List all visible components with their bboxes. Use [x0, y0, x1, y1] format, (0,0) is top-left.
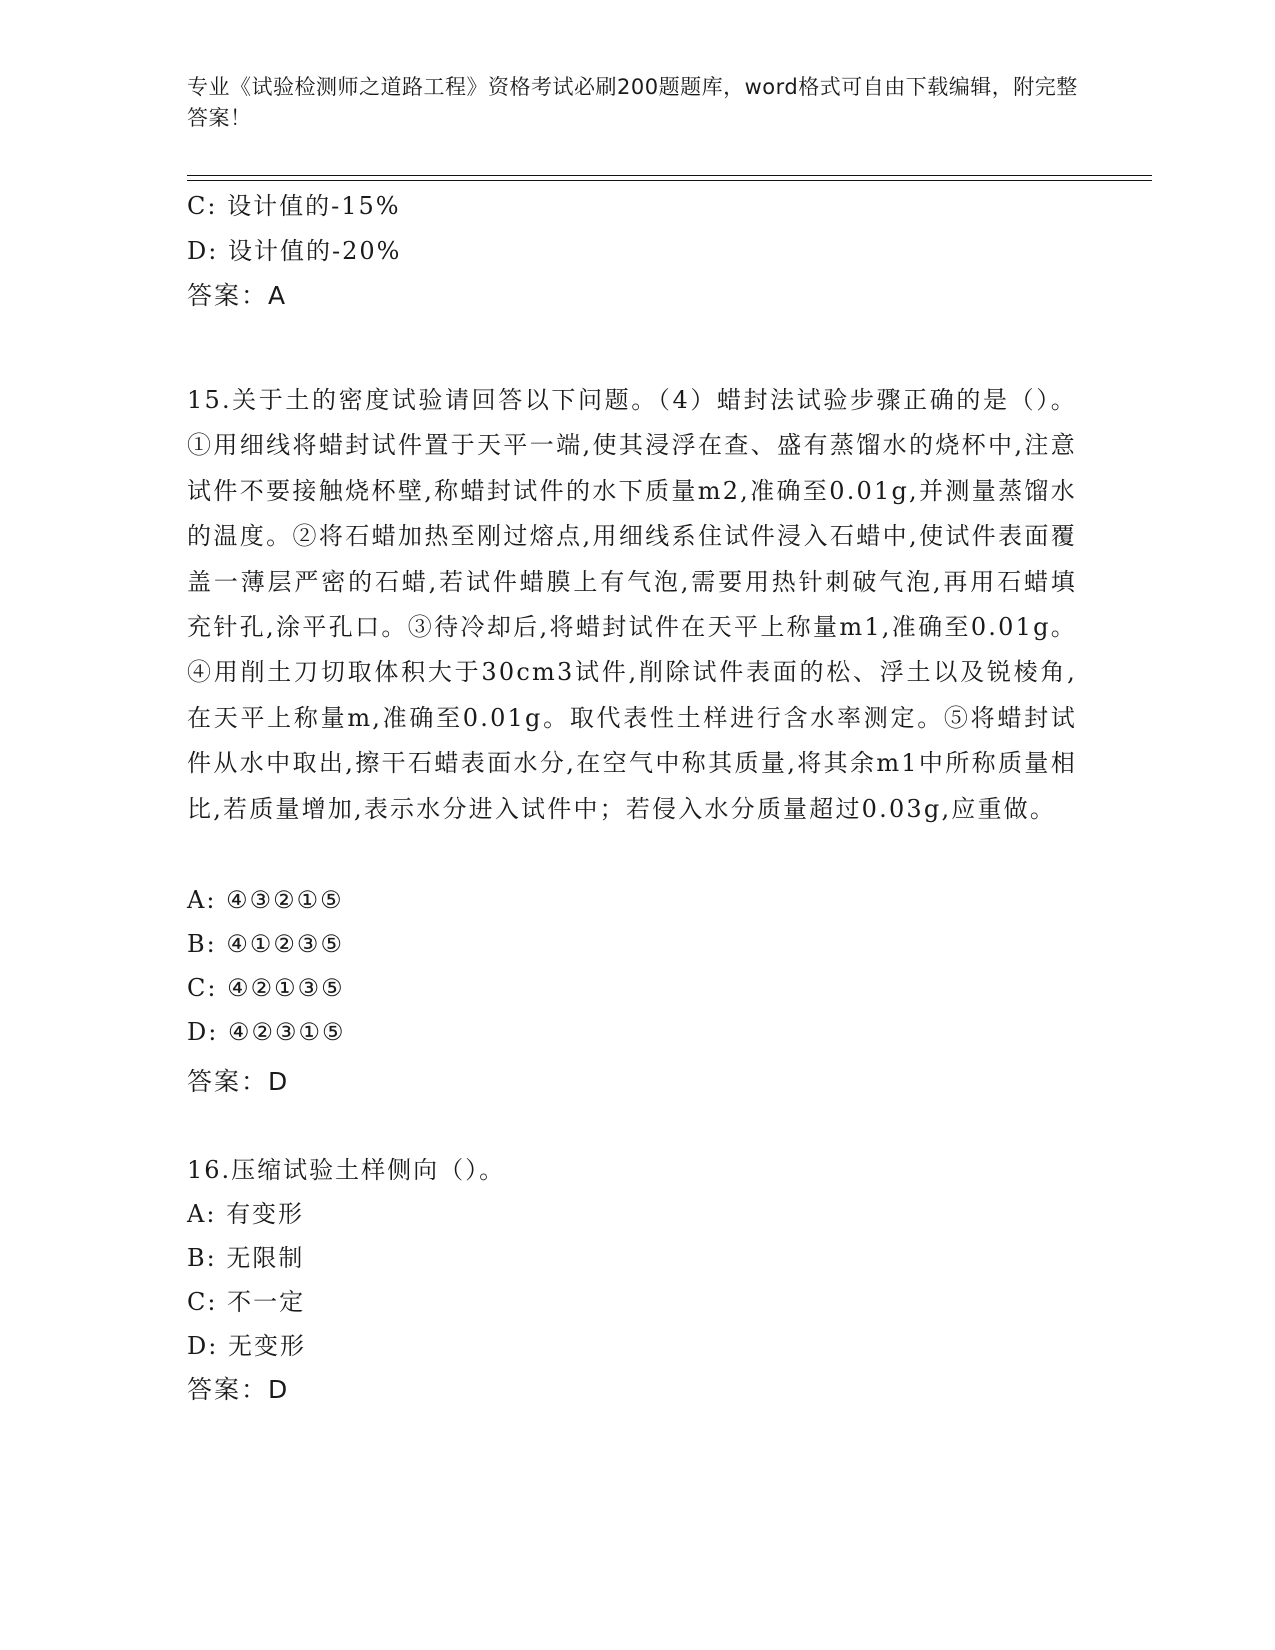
- option-b: B: ④①②③⑤: [187, 930, 344, 958]
- header-title: 专业《试验检测师之道路工程》资格考试必刷200题题库，word格式可自由下载编辑，附完整答案！: [187, 75, 1078, 130]
- question-16-text: 16.压缩试验土样侧向（）。: [187, 1156, 506, 1184]
- option-c: C: 设计值的-15%: [187, 192, 401, 220]
- header-divider-top: [187, 175, 1152, 176]
- page-header: [187, 72, 1087, 134]
- answer: 答案：D: [187, 1067, 290, 1096]
- answer: 答案：D: [187, 1375, 290, 1404]
- option-c: C: 不一定: [187, 1288, 306, 1316]
- question-15-text: 15.关于土的密度试验请回答以下问题。（4）蜡封法试验步骤正确的是（）。①用细线将蜡封试件置于天平一端,使其浸浮在查、盛有蒸馏水的烧杯中,注意试件不要接触烧杯壁,称蜡封试件的水下质量m2,准确至0.01g,并测量蒸馏水的温度。②将石蜡加热至刚过熔点,用细线系住试件浸入石蜡中,使试件表面覆盖一薄层严密的石蜡,若试件蜡膜上有气泡,需要用热针刺破气泡,再用石蜡填充针孔,涂平孔口。③待冷却后,将蜡封试件在天平上称量m1,准确至0.01g。④用削土刀切取体积大于30cm3试件,削除试件表面的松、浮土以及锐棱角,在天平上称量m,准确至0.01g。取代表性土样进行含水率测定。⑤将蜡封试件从水中取出,擦干石蜡表面水分,在空气中称其质量,将其余m1中所称质量相比,若质量增加,表示水分进入试件中；若侵入水分质量超过0.03g,应重做。: [187, 386, 1077, 823]
- option-d: D: ④②③①⑤: [187, 1018, 346, 1046]
- option-b: B: 无限制: [187, 1244, 305, 1272]
- option-d: D: 设计值的-20%: [187, 237, 402, 265]
- option-a: A: ④③②①⑤: [187, 886, 344, 914]
- option-a: A: 有变形: [187, 1200, 305, 1228]
- answer: 答案：A: [187, 281, 288, 310]
- option-d: D: 无变形: [187, 1332, 306, 1360]
- header-divider-bottom: [187, 180, 1152, 181]
- option-c: C: ④②①③⑤: [187, 974, 345, 1002]
